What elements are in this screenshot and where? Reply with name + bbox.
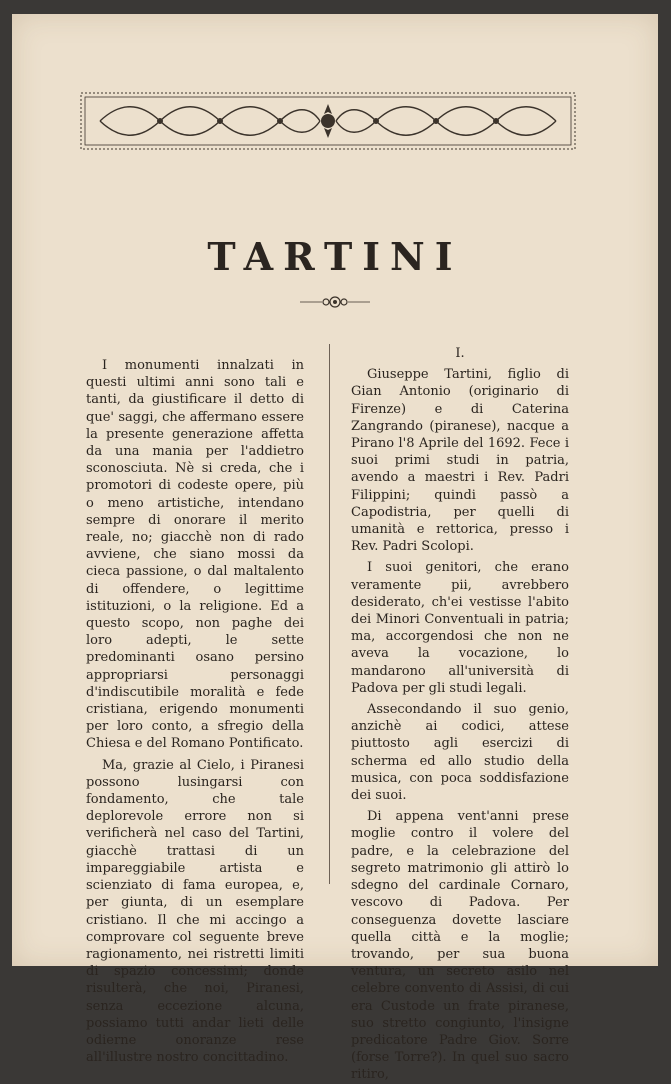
right-paragraph-3: Assecondando il suo genio, anzichè ai codici, attese piuttosto agli esercizi di scherma ed allo studio della musica, con poca soddisfazione dei suoi.	[351, 702, 569, 804]
column-divider	[329, 344, 330, 884]
right-paragraph-1: Giuseppe Tartini, figlio di Gian Antonio (originario di Firenze) e di Caterina Zangrando (piranese), nacque a Pirano l'8 Aprile del 1692. Fece i suoi primi studi in patria, avendo a maestri i Rev. Padri Filippini; quindi passò a Capodistria, per quelli di umanità e rettorica, presso i Rev. Padri Scolopi.	[351, 367, 569, 555]
right-paragraph-4: Di appena vent'anni prese moglie contro il volere del padre, e la celebrazione del segreto matrimonio gli attirò lo sdegno del cardinale Cornaro, vescovo di Padova. Per conseguenza dovette lasciare quella città e la moglie; trovando, per sua buona ventura, un secreto asilo nel celebre convento di Assisi, di cui era Custode un frate piranese, suo stretto congiunto, l'insigne predicatore Padre Giov. Sorre (forse Torre?). In quel suo sacro ritiro,	[351, 809, 569, 1083]
left-paragraph-2: Ma, grazie al Cielo, i Piranesi possono lusingarsi con fondamento, che tale deplorevole errore non si verificherà nel caso del Tartini, giacchè trattasi di un impareggiabile artista e scienziato di fama europea, e, per giunta, di un esemplare cristiano. Il che mi accingo a comprovare col seguente breve ragionamento, nei ristretti limiti di spazio concessimi; donde risulterà, che noi, Piranesi, senza eccezione alcuna, possiamo tutti andar lieti delle odierne onoranze rese all'illustre nostro concittadino.	[86, 757, 304, 1066]
document-page	[12, 14, 658, 1083]
left-column	[86, 357, 304, 1066]
right-column	[351, 345, 569, 1084]
left-paragraph-1: I monumenti innalzati in questi ultimi anni sono tali e tanti, da giustificare il detto di que' saggi, che affermano essere la presente generazione affetta da una mania per l'addietro sconosciuta. Nè si creda, che i promotori di codeste opere, più o meno artistiche, intendano sempre di onorare il merito reale, no; giacchè non di rado avviene, che siano mossi da cieca passione, o dal maltalento di offendere, o legittime istituzioni, o la religione. Ed a questo scopo, non paghe dei loro adepti, le sette predominanti osano persino appropriarsi personaggi d'indiscutibile moralità e fede cristiana, erigendo monumenti per loro conto, a sfregio della Chiesa e del Romano Pontificato.	[86, 358, 304, 752]
page-title: TARTINI	[207, 234, 463, 279]
decorative-header-ornament	[80, 92, 576, 150]
section-number: I.	[455, 346, 465, 361]
title-flourish-ornament	[300, 293, 370, 311]
right-paragraph-2: I suoi genitori, che erano veramente pii, avrebbero desiderato, ch'ei vestisse l'abito dei Minori Conventuali in patria; ma, accorgendosi che non ne aveva la vocazione, lo mandarono all'università di Padova per gli studi legali.	[351, 560, 569, 696]
